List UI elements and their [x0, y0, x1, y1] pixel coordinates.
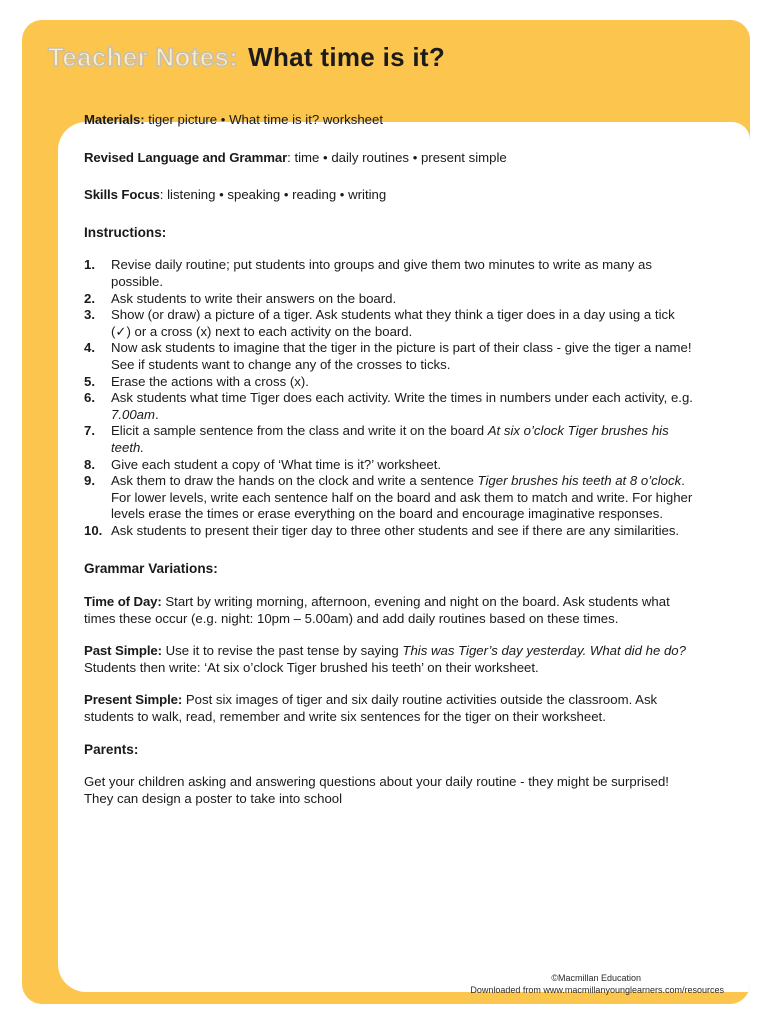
brand-small-text: MACMILLAN: [552, 944, 592, 950]
parents-heading: Parents:: [84, 741, 139, 757]
title-main: What time is it?: [248, 42, 446, 72]
skills-text: : listening • speaking • reading • writing: [159, 187, 387, 203]
list-item: 4. Now ask students to imagine that the tiger in the picture is part of their class - give the tiger a name! See if students want to change any of the crosses to ticks.: [84, 340, 692, 372]
list-item: 1. Revise daily routine; put students into groups and give them two minutes to write as many as possible.: [84, 257, 652, 289]
title-prefix: Teacher Notes:: [48, 42, 239, 72]
skills-label: Skills Focus: [84, 187, 160, 203]
language-text: : time • daily routines • present simple: [287, 149, 507, 165]
skills-line: [84, 187, 694, 204]
download-link-text: Downloaded from www.macmillanyounglearners.com/resources: [470, 985, 724, 995]
list-item: 6. Ask students what time Tiger does each activity. Write the times in numbers under each activity, e.g. 7.00am.: [84, 390, 693, 422]
notes-content: [84, 112, 694, 823]
list-item: 9. Ask them to draw the hands on the clock and write a sentence Tiger brushes his teeth at 8 o’clock. For lower levels, write each sentence half on the board and ask them to match and write. For higher levels erase the times or erase everything on the board and encourage imaginative responses.: [84, 473, 693, 522]
list-item: 10. Ask students to present their tiger day to three other students and see if there are any similarities.: [84, 522, 680, 538]
grammar-heading: Grammar Variations:: [84, 561, 218, 577]
past-simple-paragraph: Past Simple: Use it to revise the past tense by saying This was Tiger’s day yesterday. What did he do? Students then write: ‘At six o’clock Tiger brushed his teeth’ on their worksheet.: [84, 643, 686, 675]
present-simple-paragraph: Present Simple: Post six images of tiger and six daily routine activities outside the classroom. Ask students to walk, read, remember and write six sentences for the tiger on their worksheet.: [84, 692, 658, 725]
page-title: [48, 42, 445, 73]
time-of-day-paragraph: Time of Day: Start by writing morning, afternoon, evening and night on the board. Ask students what times these occur (e.g. night: 10pm – 5.00am) and add daily routines based on these times.: [84, 594, 670, 626]
list-item: 2. Ask students to write their answers on the board.: [84, 290, 397, 306]
list-item: 5. Erase the actions with a cross (x).: [84, 373, 309, 389]
brand-text: YOUNG LEARNERS: [500, 950, 703, 972]
list-item: 7. Elicit a sample sentence from the class and write it on the board At six o’clock Tiger brushes his teeth.: [84, 423, 669, 455]
parents-paragraph: Get your children asking and answering questions about your daily routine - they might be surprised! They can design a poster to take into school: [84, 774, 669, 806]
language-line: [84, 150, 694, 167]
materials-line: [84, 112, 694, 129]
copyright-text: ©Macmillan Education: [551, 973, 641, 983]
list-item: 3. Show (or draw) a picture of a tiger. Ask students what they think a tiger does in a day using a tick (✓) or a cross (x) next to each activity on the board.: [84, 307, 675, 339]
materials-text: tiger picture • What time is it? worksheet: [144, 112, 383, 127]
instructions-list: [84, 257, 694, 539]
language-label: Revised Language and Grammar: [84, 149, 288, 165]
instructions-heading: Instructions:: [84, 224, 167, 240]
list-item: 8. Give each student a copy of ‘What time is it?’ worksheet.: [84, 456, 442, 472]
materials-label: Materials:: [84, 112, 145, 127]
